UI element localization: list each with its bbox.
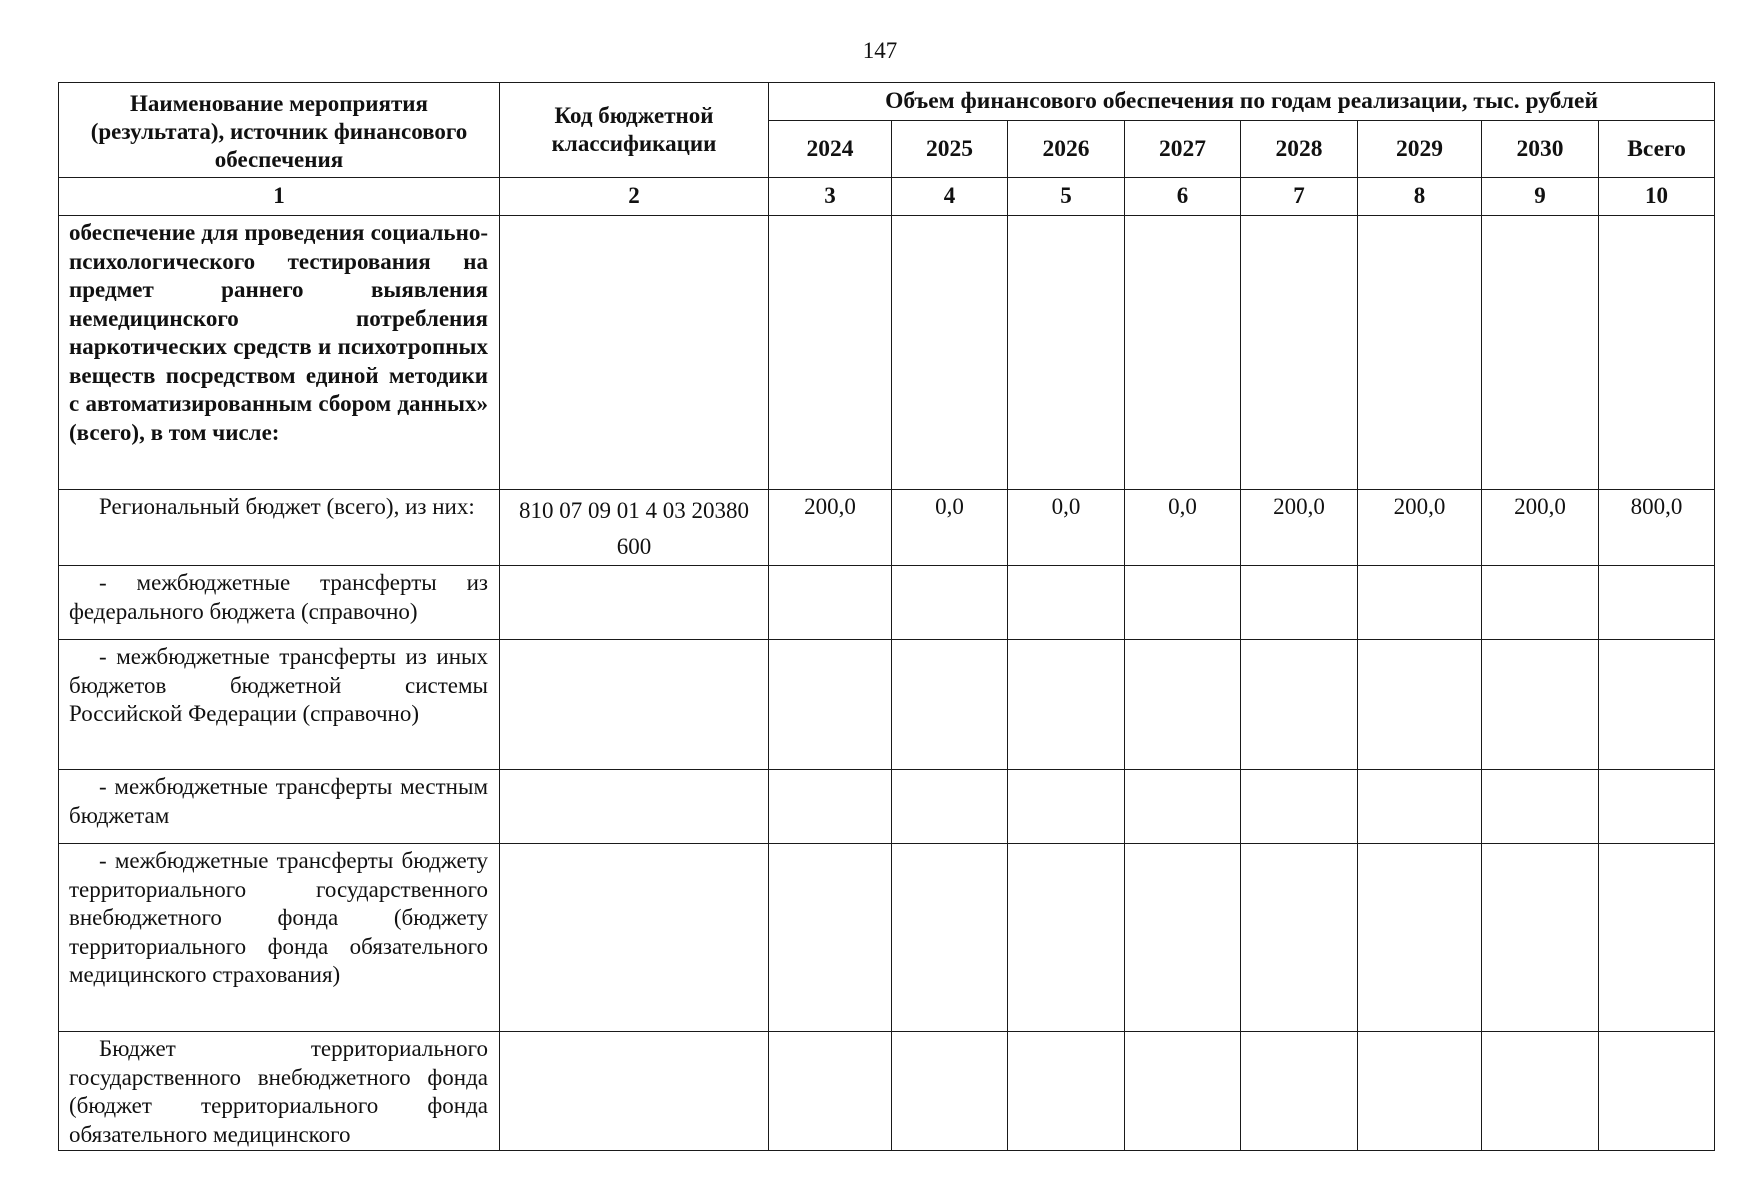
value-2025 [892,640,1008,770]
value-2029 [1358,640,1482,770]
value-total: 800,0 [1599,490,1715,566]
column-number: 1 [59,178,500,216]
header-year-2027: 2027 [1125,121,1241,178]
value-2027 [1125,770,1241,844]
value-2025 [892,1032,1008,1151]
value-2028 [1241,566,1358,640]
header-year-2029: 2029 [1358,121,1482,178]
value-2029 [1358,844,1482,1032]
value-2024 [769,216,892,490]
column-number: 10 [1599,178,1715,216]
value-2025 [892,566,1008,640]
value-2026 [1008,844,1125,1032]
row-name-text: Бюджет территориального государственного внебюджетного фонда (бюджет территориального фонда обязательного медицинского [69,1036,488,1147]
value-total [1599,1032,1715,1151]
value-2024: 200,0 [769,490,892,566]
row-name-text: - межбюджетные трансферты бюджету территориального государственного внебюджетного фонда (бюджету территориального фонда обязательного медицинского страхования) [69,848,488,987]
column-number: 2 [500,178,769,216]
value-2027 [1125,640,1241,770]
value-2029 [1358,770,1482,844]
table-row [59,844,1715,1032]
header-row-top [59,83,1715,121]
financing-table [58,82,1715,1151]
value-2025 [892,770,1008,844]
value-total [1599,566,1715,640]
value-2028 [1241,844,1358,1032]
value-2024 [769,566,892,640]
row-code [500,1032,769,1151]
value-2029 [1358,566,1482,640]
value-total [1599,216,1715,490]
value-2028 [1241,640,1358,770]
value-2029 [1358,1032,1482,1151]
value-2025: 0,0 [892,490,1008,566]
row-code: 810 07 09 01 4 03 20380 600 [500,490,769,566]
value-2025 [892,216,1008,490]
row-code [500,640,769,770]
header-name-column: Наименование мероприятия (результата), источник финансового обеспечения [59,83,500,178]
value-2027 [1125,566,1241,640]
value-2027 [1125,844,1241,1032]
value-2024 [769,770,892,844]
column-number: 4 [892,178,1008,216]
row-name [59,490,500,566]
value-2026 [1008,770,1125,844]
value-2030 [1482,566,1599,640]
row-code [500,216,769,490]
value-total [1599,640,1715,770]
row-name [59,844,500,1032]
row-name-text: - межбюджетные трансферты из федерального бюджета (справочно) [69,570,488,624]
value-2027 [1125,216,1241,490]
column-numbers-row [59,178,1715,216]
header-total: Всего [1599,121,1715,178]
header-year-2026: 2026 [1008,121,1125,178]
value-2024 [769,844,892,1032]
column-number: 7 [1241,178,1358,216]
row-name [59,640,500,770]
header-year-2030: 2030 [1482,121,1599,178]
row-name-text: - межбюджетные трансферты местным бюджетам [69,774,488,828]
value-2025 [892,844,1008,1032]
header-code-column: Код бюджетной классификации [500,83,769,178]
value-2027 [1125,1032,1241,1151]
value-2030 [1482,770,1599,844]
value-2026 [1008,216,1125,490]
table-row [59,566,1715,640]
value-2024 [769,640,892,770]
value-2024 [769,1032,892,1151]
value-2026 [1008,640,1125,770]
row-name [59,770,500,844]
value-2028 [1241,216,1358,490]
value-2026 [1008,566,1125,640]
value-2030: 200,0 [1482,490,1599,566]
header-year-2024: 2024 [769,121,892,178]
value-2027: 0,0 [1125,490,1241,566]
row-name-clip [69,1035,488,1147]
row-name [59,566,500,640]
row-code [500,566,769,640]
value-total [1599,844,1715,1032]
header-year-2025: 2025 [892,121,1008,178]
value-2030 [1482,844,1599,1032]
row-code [500,770,769,844]
value-2028 [1241,770,1358,844]
value-2028 [1241,1032,1358,1151]
value-2030 [1482,1032,1599,1151]
value-2030 [1482,640,1599,770]
value-2029: 200,0 [1358,490,1482,566]
value-2026 [1008,1032,1125,1151]
value-2028: 200,0 [1241,490,1358,566]
value-2029 [1358,216,1482,490]
table-row [59,1032,1715,1151]
value-2030 [1482,216,1599,490]
row-name-text: - межбюджетные трансферты из иных бюджетов бюджетной системы Российской Федерации (справочно) [69,644,488,726]
column-number: 9 [1482,178,1599,216]
table-row [59,216,1715,490]
column-number: 8 [1358,178,1482,216]
row-name: обеспечение для проведения социально-психологического тестирования на предмет раннего выявления немедицинского потребления наркотических средств и психотропных веществ посредством единой методики с автоматизированным сбором данных» (всего), в том числе: [59,216,500,490]
table-row [59,490,1715,566]
row-name-text: Региональный бюджет (всего), из них: [99,494,475,519]
row-name [59,1032,500,1151]
header-year-2028: 2028 [1241,121,1358,178]
column-number: 3 [769,178,892,216]
value-total [1599,770,1715,844]
row-code [500,844,769,1032]
page-number: 147 [862,38,898,63]
table-row [59,640,1715,770]
column-number: 6 [1125,178,1241,216]
value-2026: 0,0 [1008,490,1125,566]
table-row [59,770,1715,844]
column-number: 5 [1008,178,1125,216]
header-volume-group: Объем финансового обеспечения по годам реализации, тыс. рублей [769,83,1715,121]
